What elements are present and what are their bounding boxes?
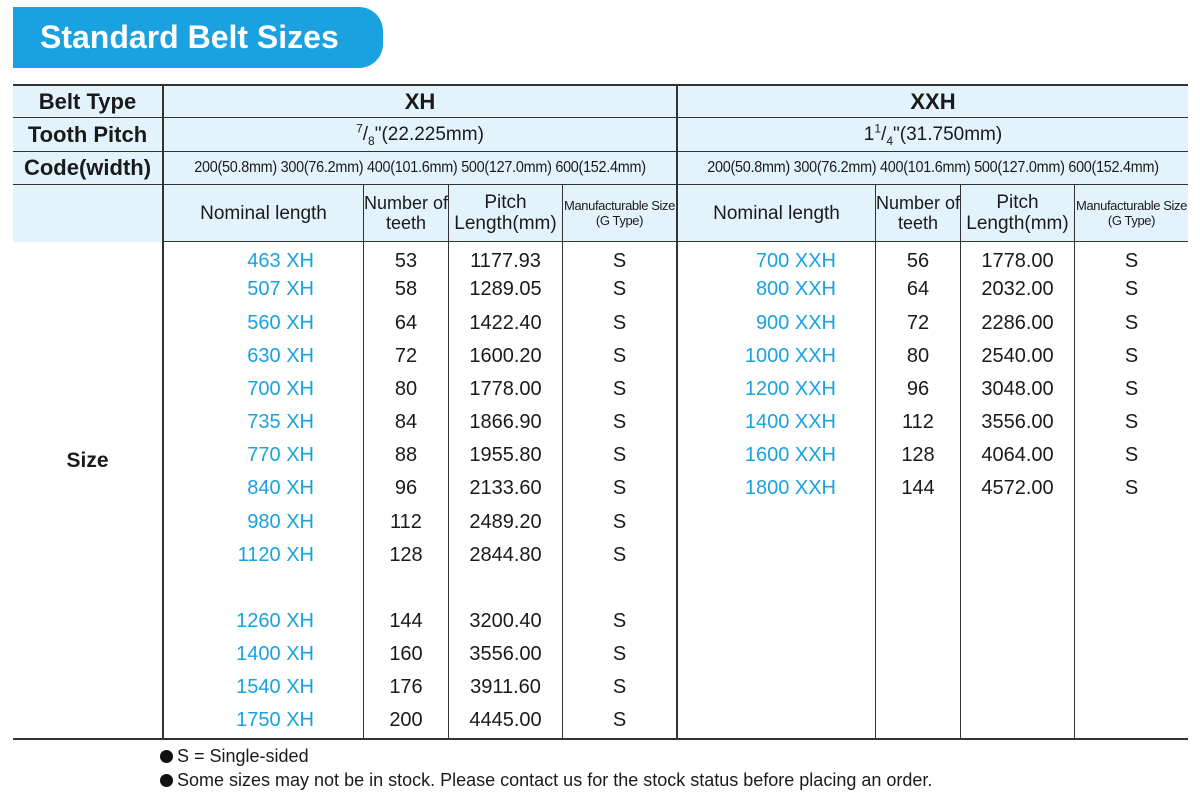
code-width-label: Code(width) [23, 155, 152, 180]
nominal-length-cell: 1400 XXH [744, 410, 836, 433]
nominal-length-cell: 1800 XXH [744, 476, 836, 499]
manufacturable-cell: S [1124, 344, 1139, 367]
pitch-length-cell: 1177.93 [470, 249, 541, 272]
pitch-header-line2: Length(mm) [966, 213, 1069, 234]
xh-tooth-pitch: $^7/_8"(22.225mm)$ [356, 121, 484, 148]
manufacturable-cell: S [612, 277, 627, 300]
teeth-cell: 112 [902, 410, 934, 433]
pitch-length-cell: 2133.60 [469, 476, 542, 499]
nominal-length-cell: 1400 XH [236, 642, 314, 665]
manuf-header-line2: (G Type) [1107, 213, 1156, 228]
xh-nominal-length-header: Nominal length [200, 202, 327, 224]
xh-pitch-numerator: 7 [356, 121, 363, 136]
nominal-length-cell: 1540 XH [236, 675, 314, 698]
title-banner [13, 7, 383, 68]
manufacturable-cell: S [612, 609, 627, 632]
teeth-cell: 128 [901, 443, 935, 466]
table-bottom-rule [13, 738, 1188, 740]
manufacturable-cell: S [1124, 476, 1139, 499]
teeth-cell: 80 [394, 377, 418, 400]
xxh-manufacturable-header [1075, 185, 1188, 241]
nominal-length-cell: 770 XH [247, 443, 314, 466]
xh-manufacturable-header [563, 185, 676, 241]
pitch-length-cell: 2286.00 [981, 311, 1054, 334]
bullet-icon [160, 774, 173, 787]
teeth-cell: 96 [906, 377, 930, 400]
manufacturable-cell: S [1124, 410, 1139, 433]
manufacturable-cell: S [612, 377, 627, 400]
nominal-length-cell: 700 XH [247, 377, 314, 400]
nominal-length-cell: 800 XXH [755, 277, 836, 300]
manuf-header-line1: Manufacturable Size [1076, 198, 1187, 213]
pitch-length-cell: 1955.80 [469, 443, 542, 466]
belt-type-label: Belt Type [38, 88, 137, 114]
nominal-length-cell: 840 XH [247, 476, 314, 499]
teeth-cell: 80 [906, 344, 930, 367]
nominal-length-cell: 1600 XXH [744, 443, 836, 466]
pitch-length-cell: 3911.60 [470, 675, 541, 698]
nominal-length-cell: 900 XXH [755, 311, 836, 334]
teeth-cell: 58 [394, 277, 418, 300]
teeth-cell: 144 [389, 609, 423, 632]
xxh-type: XXH [910, 88, 956, 114]
xxh-pitch-length-header [961, 185, 1074, 241]
manufacturable-cell: S [1124, 249, 1139, 272]
teeth-cell: 72 [394, 344, 418, 367]
manufacturable-cell: S [612, 249, 627, 272]
nominal-length-cell: 463 XH [247, 249, 314, 272]
nominal-length-cell: 1200 XXH [744, 377, 836, 400]
teeth-cell: 176 [389, 675, 423, 698]
pitch-length-cell: 3556.00 [981, 410, 1054, 433]
teeth-header-line2: teeth [385, 213, 427, 233]
nominal-length-cell: 507 XH [247, 277, 314, 300]
tooth-pitch-label: Tooth Pitch [27, 121, 148, 147]
teeth-cell: 53 [394, 249, 418, 272]
xh-pitch-length-header [449, 185, 562, 241]
page-title: Standard Belt Sizes [40, 19, 339, 55]
manufacturable-cell: S [1124, 277, 1139, 300]
teeth-cell: 64 [906, 277, 930, 300]
pitch-length-cell: 1866.90 [469, 410, 542, 433]
xh-type: XH [404, 88, 436, 114]
manufacturable-cell: S [612, 410, 627, 433]
nominal-length-cell: 1120 XH [237, 543, 314, 566]
pitch-length-cell: 3200.40 [469, 609, 542, 632]
teeth-cell: 112 [390, 510, 422, 533]
manufacturable-cell: S [612, 311, 627, 334]
pitch-length-cell: 1600.20 [469, 344, 542, 367]
nominal-length-cell: 980 XH [247, 510, 314, 533]
nominal-length-cell: 1000 XXH [744, 344, 836, 367]
pitch-length-cell: 1422.40 [469, 311, 542, 334]
pitch-length-cell: 3048.00 [981, 377, 1054, 400]
pitch-length-cell: 4064.00 [981, 443, 1054, 466]
pitch-length-cell: 1289.05 [469, 277, 542, 300]
nominal-length-cell: 560 XH [247, 311, 314, 334]
teeth-cell: 144 [901, 476, 935, 499]
xxh-nominal-length-header: Nominal length [713, 202, 840, 224]
teeth-cell: 128 [389, 543, 423, 566]
pitch-header-line2: Length(mm) [454, 213, 557, 234]
footnote-text: S = Single-sided [177, 746, 309, 766]
footnote-stock [160, 770, 932, 791]
xh-code-widths: 200(50.8mm) 300(76.2mm) 400(101.6mm) 500(127.0mm) 600(152.4mm) [194, 159, 646, 176]
nominal-length-cell: 1750 XH [236, 708, 314, 731]
pitch-header-line1: Pitch [996, 192, 1039, 213]
teeth-cell: 96 [394, 476, 418, 499]
xxh-code-widths: 200(50.8mm) 300(76.2mm) 400(101.6mm) 500(127.0mm) 600(152.4mm) [707, 159, 1159, 176]
teeth-cell: 64 [394, 311, 418, 334]
bullet-icon [160, 750, 173, 763]
nominal-length-cell: 630 XH [247, 344, 314, 367]
pitch-length-cell: 2489.20 [469, 510, 542, 533]
manufacturable-cell: S [1124, 443, 1139, 466]
xxh-pitch-value: "(31.750mm) [893, 123, 1003, 145]
manufacturable-cell: S [612, 344, 627, 367]
teeth-cell: 56 [906, 249, 930, 272]
manufacturable-cell: S [612, 443, 627, 466]
pitch-length-cell: 4445.00 [469, 708, 542, 731]
manufacturable-cell: S [612, 642, 627, 665]
pitch-length-cell: 3556.00 [469, 642, 542, 665]
pitch-length-cell: 1778.00 [981, 249, 1054, 272]
xxh-pitch-numerator: 1 [874, 121, 882, 136]
nominal-length-cell: 700 XXH [755, 249, 836, 272]
pitch-header-line1: Pitch [484, 192, 527, 213]
teeth-header-line2: teeth [897, 213, 939, 233]
pitch-length-cell: 2844.80 [469, 543, 542, 566]
teeth-cell: 160 [389, 642, 423, 665]
footnote-single-sided [160, 746, 309, 767]
teeth-cell: 200 [389, 708, 423, 731]
teeth-header-line1: Number of [875, 193, 961, 213]
manufacturable-cell: S [1124, 311, 1139, 334]
xh-pitch-value: "(22.225mm) [374, 123, 484, 145]
teeth-cell: 72 [906, 311, 930, 334]
pitch-length-cell: 2540.00 [981, 344, 1054, 367]
size-label: Size [66, 449, 109, 472]
xh-teeth-header [364, 185, 448, 241]
manuf-header-line2: (G Type) [595, 213, 644, 228]
xxh-pitch-denominator: 4 [886, 133, 894, 148]
teeth-cell: 84 [394, 410, 418, 433]
teeth-header-line1: Number of [363, 193, 449, 213]
nominal-length-cell: 1260 XH [236, 609, 314, 632]
manufacturable-cell: S [612, 510, 627, 533]
footnote-text: Some sizes may not be in stock. Please contact us for the stock status before placing an order. [177, 770, 933, 790]
manufacturable-cell: S [612, 543, 627, 566]
xxh-teeth-header [876, 185, 960, 241]
pitch-length-cell: 2032.00 [981, 277, 1054, 300]
manuf-header-line1: Manufacturable Size [564, 198, 675, 213]
manufacturable-cell: S [612, 708, 627, 731]
xh-pitch-denominator: 8 [368, 133, 375, 148]
teeth-cell: 88 [394, 443, 418, 466]
nominal-length-cell: 735 XH [247, 410, 314, 433]
pitch-length-cell: 4572.00 [981, 476, 1054, 499]
xxh-tooth-pitch: $1^1/_4"(31.750mm)$ [863, 121, 1003, 148]
pitch-length-cell: 1778.00 [469, 377, 542, 400]
manufacturable-cell: S [612, 675, 627, 698]
manufacturable-cell: S [1124, 377, 1139, 400]
manufacturable-cell: S [612, 476, 627, 499]
xxh-pitch-whole: 1 [863, 123, 875, 145]
